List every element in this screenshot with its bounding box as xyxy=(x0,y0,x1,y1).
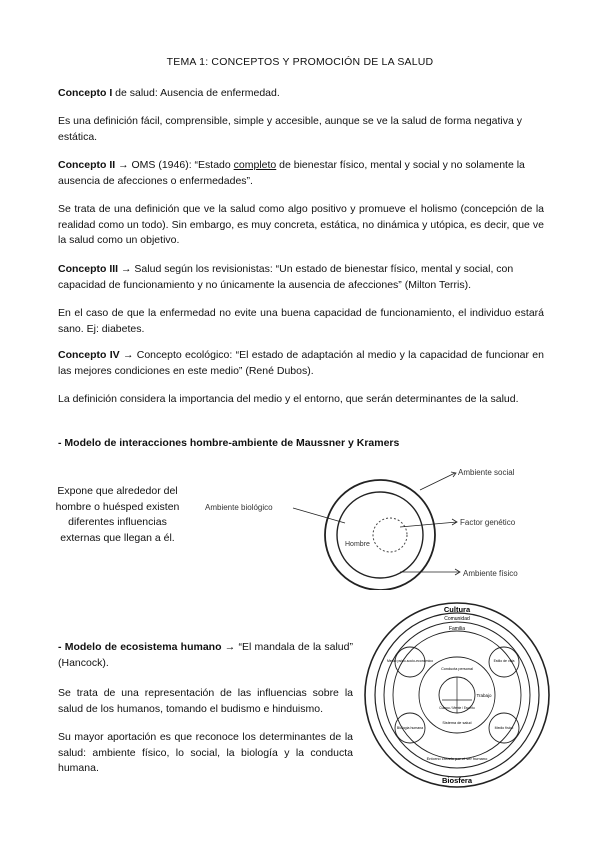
label-trabajo: Trabajo xyxy=(476,693,492,698)
concepto-1 xyxy=(58,86,544,102)
concepto-2-post: de bienestar físico, mental y social y no solamente la ausencia de afecciones o enfermedades”. xyxy=(58,159,525,187)
arrow-genetico xyxy=(400,522,457,527)
concepto-4 xyxy=(58,348,544,379)
label-familia: Familia xyxy=(448,626,466,632)
modelo-2-title-rest: → “El mandala de la salud” (Hancock). xyxy=(58,641,353,669)
concepto-2-label: Concepto II xyxy=(58,159,116,171)
label-biologico: Ambiente biológico xyxy=(205,503,273,512)
concepto-2-underlined: completo xyxy=(233,159,277,171)
label-biologia: Biología humana xyxy=(396,726,424,730)
label-fisico: Ambiente físico xyxy=(463,569,518,578)
modelo-2-desc1: Se trata de una representación de las influencias sobre la salud de los humanos, tomando el budismo e hinduismo. xyxy=(58,687,353,715)
label-medio-psico: Medio psico-socio-económico xyxy=(386,659,434,663)
label-genetico: Factor genético xyxy=(460,518,516,527)
label-conducta: Conducta personal xyxy=(441,667,473,671)
modelo-2-title xyxy=(58,640,353,671)
label-entorno: Entorno creado por el ser humano xyxy=(426,756,488,761)
modelo-2-desc2: Su mayor aportación es que reconoce los determinantes de la salud: ambiente físico, lo social, la biología y la conducta humana. xyxy=(58,731,353,774)
concepto-3-text: → Salud según los revisionistas: “Un estado de bienestar físico, mental y social, con capacidad de funcionamiento y no únicamente la ausencia de afecciones” (Milton Terris). xyxy=(58,263,514,291)
label-social: Ambiente social xyxy=(458,468,515,477)
label-cultura: Cultura xyxy=(443,605,471,614)
concepto-2-pre: → OMS (1946): “Estado xyxy=(115,159,234,171)
concepto-4-desc: La definición considera la importancia del medio y el entorno, que serán determinantes de la salud. xyxy=(58,393,519,405)
modelo-2-title-bold: - Modelo de ecosistema humano xyxy=(58,641,222,653)
modelo-1-title: - Modelo de interacciones hombre-ambiente de Maussner y Kramers xyxy=(58,437,400,449)
label-medio-fisico: Medio físico xyxy=(494,726,514,730)
mandala-diagram xyxy=(362,600,552,790)
concepto-4-text: → Concepto ecológico: “El estado de adaptación al medio y la capacidad de funcionar en las mejores condiciones en este medio” (René Dubos). xyxy=(58,349,544,377)
concepto-2 xyxy=(58,158,544,189)
modelo-1-text: Expone que alrededor del hombre o huésped existen diferentes influencias externas que llegan a él. xyxy=(55,485,180,544)
concepto-1-label: Concepto I xyxy=(58,87,113,99)
concepto-2-desc: Se trata de una definición que ve la salud como algo positivo y promueve el holismo (concepción de la realidad como un todo). Sin embargo, es muy concreta, estática, no dinámica y utópica, es decir, que ve la salud como un objetivo. xyxy=(58,203,544,246)
concepto-3-desc: En el caso de que la enfermedad no evite una buena capacidad de funcionamiento, el individuo estará sano. Ej: diabetes. xyxy=(58,307,544,335)
label-sistema-salud: Sistema de salud xyxy=(442,721,472,725)
concepto-1-desc: Es una definición fácil, comprensible, simple y accesible, aunque se ve la salud de forma negativa y estática. xyxy=(58,115,523,143)
label-centro: Cuerpo / Mente / Espíritu xyxy=(439,706,475,710)
label-estilo-vida: Estilo de vida xyxy=(493,659,515,663)
label-comunidad: Comunidad xyxy=(444,616,470,622)
outer-circle xyxy=(325,480,435,590)
middle-circle xyxy=(337,492,423,578)
interacciones-diagram xyxy=(195,455,535,590)
concepto-3-label: Concepto III xyxy=(58,263,119,275)
concepto-1-text: de salud: Ausencia de enfermedad. xyxy=(112,87,280,99)
arrow-biologico xyxy=(293,508,345,523)
label-hombre: Hombre xyxy=(345,541,370,548)
concepto-4-label: Concepto IV xyxy=(58,349,120,361)
arrow-social xyxy=(420,473,455,490)
concepto-3 xyxy=(58,262,544,293)
label-biosfera: Biosfera xyxy=(441,776,473,785)
document-title: TEMA 1: CONCEPTOS Y PROMOCIÓN DE LA SALUD xyxy=(166,56,434,68)
inner-circle xyxy=(373,518,407,552)
